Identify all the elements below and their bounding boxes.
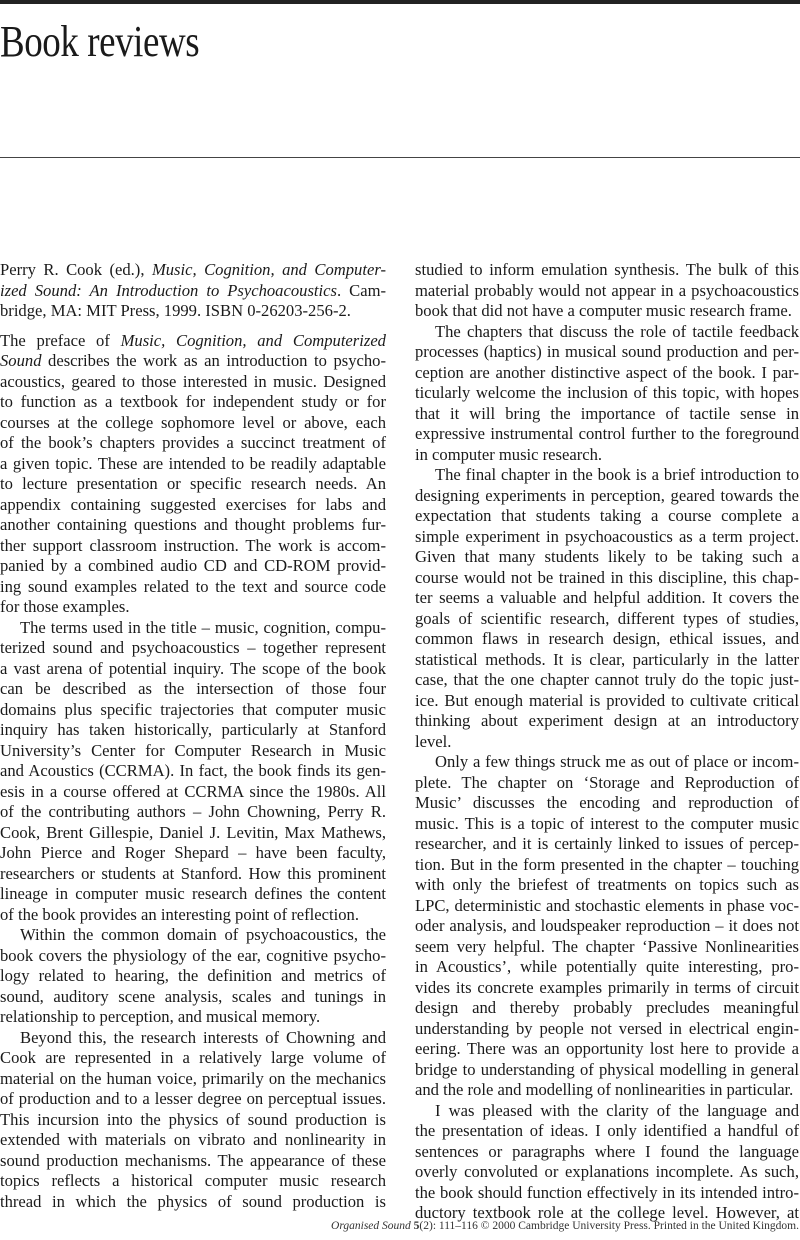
text-line: and the role and modelling of nonlinearities in particular. xyxy=(415,1080,794,1099)
citation-author: Perry R. Cook (ed.), xyxy=(0,260,152,279)
text-line: Cook are represented in a relatively large volume of xyxy=(0,1048,386,1067)
citation-publisher: bridge, MA: MIT Press, 1999. ISBN 0-26203-256-2. xyxy=(0,301,351,320)
text-line: I was pleased with the clarity of the language and xyxy=(435,1100,799,1120)
text-line: University’s Center for Computer Research in Music xyxy=(0,740,386,760)
text-line: the presentation of ideas. I only identified a handful of xyxy=(415,1121,799,1140)
text-line xyxy=(0,331,386,352)
text-line: relationship to perception, and musical memory. xyxy=(0,1007,321,1026)
paragraph xyxy=(0,618,386,926)
text-line: processes (haptics) in musical sound production and per- xyxy=(415,342,799,361)
text-line: Music’ discusses the encoding and reproduction of xyxy=(415,793,799,812)
citation-line xyxy=(0,260,386,281)
text-line: The final chapter in the book is a brief introduction to xyxy=(435,465,799,484)
text-line: terized sound and psychoacoustics – together represent xyxy=(0,638,386,657)
text-line: Given that many students likely to be taking such a xyxy=(415,547,799,566)
text-line: sound production mechanisms. The appearance of these xyxy=(0,1150,386,1170)
text-line: tion. But in the form presented in the chapter – touching xyxy=(415,854,799,874)
citation-line xyxy=(0,281,386,302)
text-line: panied by a combined audio CD and CD-ROM provid- xyxy=(0,556,386,575)
paragraph xyxy=(0,372,386,618)
paragraph xyxy=(415,322,799,466)
text-line: of the book provides an interesting point of reflection. xyxy=(0,904,359,924)
text-line: John Pierce and Roger Shepard – have been faculty, xyxy=(0,843,386,862)
text-line: Within the common domain of psychoacoustics, the xyxy=(20,925,386,944)
paragraph xyxy=(415,465,799,752)
paragraph xyxy=(415,752,799,1101)
text-line: of production and to a lesser degree on perceptual issues. xyxy=(0,1089,386,1108)
text-line: course would not be trained in this discipline, this chap- xyxy=(415,567,799,587)
text-line: ductory textbook role at the college level. However, at xyxy=(415,1203,799,1222)
text-line: extended with materials on vibrato and nonlinearity in xyxy=(0,1130,386,1149)
text-line: lineage in computer music research defines the content xyxy=(0,884,386,903)
text-line: Only a few things struck me as out of place or incom- xyxy=(435,752,799,771)
text-line: ther support classroom instruction. The work is accom- xyxy=(0,535,386,555)
text-line: The terms used in the title – music, cognition, compu- xyxy=(20,617,386,637)
text-line: ing sound examples related to the text and source code xyxy=(0,576,386,596)
paragraph xyxy=(415,1101,799,1224)
text-line: understanding by people not versed in electrical engin- xyxy=(415,1018,799,1038)
text-line: design and thereby probably precludes meaningful xyxy=(415,998,799,1017)
text-line: esis in a course offered at CCRMA since the 1980s. All xyxy=(0,781,386,801)
text-line: of the book’s chapters provides a succinct treatment of xyxy=(0,433,386,452)
text-line: bridge to understanding of physical modelling in general xyxy=(415,1059,799,1079)
text-line: topics reflects a historical computer music research xyxy=(0,1171,386,1190)
text-line xyxy=(0,351,386,372)
text-line: researcher, and it is certainly linked to issues of percep- xyxy=(415,834,799,853)
left-column xyxy=(0,260,386,1212)
text-line: vides its concrete examples primarily in terms of circuit xyxy=(415,977,799,997)
journal-footer xyxy=(331,1220,799,1232)
text-line: plete. The chapter on ‘Storage and Reproduction of xyxy=(415,772,799,792)
text-line: case, that the one chapter cannot truly do the topic just- xyxy=(415,670,799,689)
text-line: material probably would not appear in a psychoacoustics xyxy=(415,280,799,300)
text-line: can be described as the intersection of those four xyxy=(0,679,386,698)
text-line: LPC, deterministic and stochastic elements in phase voc- xyxy=(415,895,799,915)
text-line: designing experiments in perception, geared towards the xyxy=(415,485,799,505)
text-line: goals of scientific research, different types of studies, xyxy=(415,608,799,628)
text-line: sound, auditory scene analysis, scales and tunings in xyxy=(0,986,386,1006)
text-line: with only the briefest of treatments on topics such as xyxy=(415,875,799,894)
text-line: level. xyxy=(415,731,452,751)
text-line: appendix containing suggested exercises for labs and xyxy=(0,494,386,514)
citation-title: ized Sound: An Introduction to Psychoacoustics xyxy=(0,280,337,300)
citation-line xyxy=(0,301,386,322)
text-line: Beyond this, the research interests of Chowning and xyxy=(20,1027,386,1047)
text-line: overly convoluted or explanations incomplete. As such, xyxy=(415,1162,799,1181)
top-rule-bar xyxy=(0,0,800,4)
text-line: researchers or students at Stanford. How this prominent xyxy=(0,863,386,883)
text-run: The preface of xyxy=(0,330,121,350)
text-line: Cook, Brent Gillespie, Daniel J. Levitin, Max Mathews, xyxy=(0,822,386,842)
paragraph xyxy=(415,260,799,322)
text-line: a given topic. These are intended to be readily adaptable xyxy=(0,453,386,473)
text-line: inquiry has taken historically, particularly at Stanford xyxy=(0,720,386,739)
text-line: seem very helpful. The chapter ‘Passive Nonlinearities xyxy=(415,936,799,956)
text-line: of the contributing authors – John Chowning, Perry R. xyxy=(0,802,386,821)
book-title-italic: Sound xyxy=(0,351,42,370)
title-divider xyxy=(0,157,800,158)
text-line: in computer music research. xyxy=(415,444,603,464)
text-line: that it will bring the importance of tactile sense in xyxy=(415,403,799,423)
text-line: to lecture presentation or specific research needs. An xyxy=(0,474,386,493)
paragraph xyxy=(0,331,386,372)
text-line: ception are another distinctive aspect of the book. I par- xyxy=(415,362,799,382)
paragraph xyxy=(0,1028,386,1213)
text-line: thread in which the physics of sound production is xyxy=(0,1191,386,1211)
text-line: sentences or paragraphs where I found the language xyxy=(415,1141,799,1161)
text-line: material on the human voice, primarily on the mechanics xyxy=(0,1068,386,1088)
text-line: to function as a textbook for independent study or for xyxy=(0,392,386,411)
citation-publisher: . Cam- xyxy=(336,280,386,300)
text-line: book that did not have a computer music research frame. xyxy=(415,301,792,320)
text-line: This incursion into the physics of sound production is xyxy=(0,1109,386,1129)
text-line: a vast arena of potential inquiry. The scope of the book xyxy=(0,658,386,678)
journal-volume: 5 xyxy=(413,1220,420,1232)
text-line: courses at the college sophomore level or above, each xyxy=(0,412,386,432)
book-title-italic: Music, Cognition, and Computerized xyxy=(120,330,386,350)
text-line: logy related to hearing, the definition and metrics of xyxy=(0,966,386,985)
book-citation xyxy=(0,260,386,322)
text-line: another containing questions and thought problems fur- xyxy=(0,515,386,534)
text-line: The chapters that discuss the role of tactile feedback xyxy=(435,321,799,341)
text-line: ter seems a valuable and helpful addition. It covers the xyxy=(415,588,799,607)
text-line: ice. But enough material is provided to cultivate critical xyxy=(415,690,799,710)
text-line: oder analysis, and loudspeaker reproduction – it does not xyxy=(415,916,799,935)
text-line: studied to inform emulation synthesis. The bulk of this xyxy=(415,260,799,279)
text-line: expectation that students taking a course complete a xyxy=(415,506,799,525)
page-title: Book reviews xyxy=(0,17,200,66)
text-line: acoustics, geared to those interested in music. Designed xyxy=(0,371,386,391)
text-line: and Acoustics (CCRMA). In fact, the book finds its gen- xyxy=(0,761,386,780)
text-line: the book should function effectively in its intended intro- xyxy=(415,1182,799,1202)
text-line: domains plus specific trajectories that computer music xyxy=(0,699,386,719)
text-line: for those examples. xyxy=(0,597,130,616)
text-line: statistical methods. It is clear, particularly in the latter xyxy=(415,649,799,669)
text-line: book covers the physiology of the ear, cognitive psycho- xyxy=(0,945,386,965)
paragraph xyxy=(0,925,386,1028)
text-line: eering. There was an opportunity lost here to provide a xyxy=(415,1039,799,1058)
journal-citation: (2): 111–116 © 2000 Cambridge University Press. Printed in the United Kingdom. xyxy=(419,1220,799,1232)
text-line: expressive instrumental control further to the foreground xyxy=(415,424,799,443)
text-line: ticularly welcome the inclusion of this topic, with hopes xyxy=(415,383,799,402)
right-column xyxy=(415,260,799,1224)
text-line: common flaws in research design, ethical issues, and xyxy=(415,629,799,648)
journal-name: Organised Sound xyxy=(331,1220,411,1232)
text-line: music. This is a topic of interest to the computer music xyxy=(415,813,799,833)
text-line: simple experiment in psychoacoustics as a term project. xyxy=(415,526,799,546)
citation-title: Music, Cognition, and Computer- xyxy=(151,260,386,279)
text-line: thinking about experiment design at an introductory xyxy=(415,711,799,730)
text-run: describes the work as an introduction to psycho- xyxy=(41,351,386,370)
text-line: in Acoustics’, while potentially quite interesting, pro- xyxy=(415,957,799,976)
